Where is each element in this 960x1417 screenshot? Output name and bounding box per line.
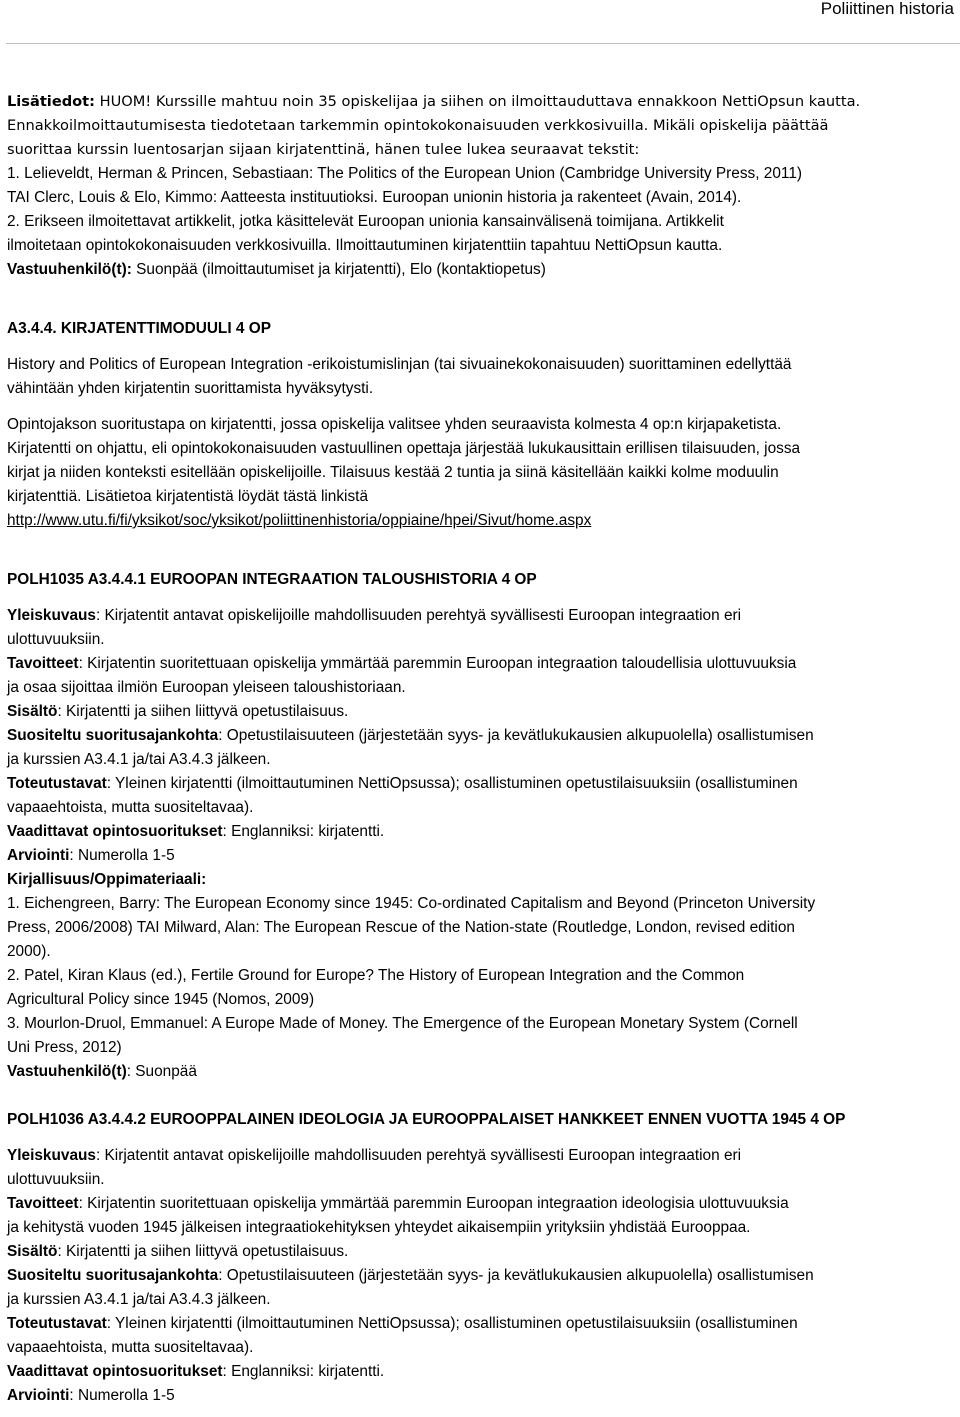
course-1-toteutus: Toteutustavat: Yleinen kirjatentti (ilmoittautuminen NettiOpsussa); osallistuminen opetustilaisuuksiin (osallistuminen	[7, 775, 798, 792]
vastuu-label: Vastuuhenkilö(t):	[7, 261, 132, 278]
page-header	[0, 0, 960, 44]
lisatiedot-line-1: Lisätiedot: HUOM! Kurssille mahtuu noin 35 opiskelijaa ja siihen on ilmoittauduttava ennakkoon NettiOpsun kautta.	[7, 93, 861, 110]
course-1-heading: POLH1035 A3.4.4.1 EUROOPAN INTEGRAATION TALOUSHISTORIA 4 OP	[7, 571, 537, 588]
course-1-lit-3a: 3. Mourlon-Druol, Emmanuel: A Europe Made of Money. The Emergence of the European Monetary System (Cornell	[7, 1015, 798, 1032]
course-1-tavoitteet-cont: ja osaa sijoittaa ilmiön Euroopan yleiseen taloushistoriaan.	[7, 679, 406, 696]
course-1-lit-2a: 2. Patel, Kiran Klaus (ed.), Fertile Ground for Europe? The History of European Integration and the Common	[7, 967, 745, 984]
course-1-suositeltu: Suositeltu suoritusajankohta: Opetustilaisuuteen (järjestetään syys- ja kevätlukukausien alkupuolella) osallistumisen	[7, 727, 814, 744]
course-2-yleiskuvaus: Yleiskuvaus: Kirjatentit antavat opiskelijoille mahdollisuuden perehtyä syvällisesti Euroopan integraation eri	[7, 1147, 742, 1164]
course-2-heading: POLH1036 A3.4.4.2 EUROOPPALAINEN IDEOLOGIA JA EUROOPPALAISET HANKKEET ENNEN VUOTTA 1945 4 OP	[7, 1111, 846, 1128]
course-1-tavoitteet: Tavoitteet: Kirjatentin suoritettuaan opiskelija ymmärtää paremmin Euroopan integraation taloudellisia ulottuvuuksia	[7, 655, 797, 672]
course-1-lit-3b: Uni Press, 2012)	[7, 1039, 122, 1056]
course-1-toteutus-cont: vapaaehtoista, mutta suositeltavaa).	[7, 799, 254, 816]
lisatiedot-section	[7, 90, 957, 282]
course-1-suositeltu-cont: ja kurssien A3.4.1 ja/tai A3.4.3 jälkeen.	[7, 751, 271, 768]
course-2-suositeltu: Suositeltu suoritusajankohta: Opetustilaisuuteen (järjestetään syys- ja kevätlukukausien alkupuolella) osallistumisen	[7, 1267, 814, 1284]
course-1-section	[7, 568, 957, 1084]
lisatiedot-label: Lisätiedot:	[7, 93, 95, 110]
course-1-vastuu: Vastuuhenkilö(t): Suonpää	[7, 1063, 197, 1080]
module-p1-line-b: vähintään yhden kirjatentin suorittamista hyväksytysti.	[7, 380, 374, 397]
course-2-arviointi: Arviointi: Numerolla 1-5	[7, 1387, 175, 1404]
course-1-lit-1a: 1. Eichengreen, Barry: The European Economy since 1945: Co-ordinated Capitalism and Beyond (Princeton University	[7, 895, 816, 912]
course-2-toteutus-cont: vapaaehtoista, mutta suositeltavaa).	[7, 1339, 254, 1356]
module-p1-line-a: History and Politics of European Integration -erikoistumislinjan (tai sivuainekokonaisuuden) suorittaminen edellyttää	[7, 356, 792, 373]
course-1-vaadittavat: Vaadittavat opintosuoritukset: Englanniksi: kirjatentti.	[7, 823, 385, 840]
course-2-sisalto: Sisältö: Kirjatentti ja siihen liittyvä opetustilaisuus.	[7, 1243, 349, 1260]
lisatiedot-vastuu: Vastuuhenkilö(t): Suonpää (ilmoittautumiset ja kirjatentti), Elo (kontaktiopetus)	[7, 261, 546, 278]
header-divider	[6, 43, 960, 44]
lisatiedot-line-2: Ennakkoilmoittautumisesta tiedotetaan tarkemmin opintokokonaisuuden verkkosivuilla. Mikäli opiskelija päättää	[7, 117, 829, 134]
course-1-yleiskuvaus-cont: ulottuvuuksiin.	[7, 631, 105, 648]
document-body	[7, 90, 957, 1408]
course-1-lit-1c: 2000).	[7, 943, 51, 960]
module-heading: A3.4.4. KIRJATENTTIMODUULI 4 OP	[7, 320, 271, 337]
course-2-section	[7, 1108, 957, 1408]
course-1-yleiskuvaus: Yleiskuvaus: Kirjatentit antavat opiskelijoille mahdollisuuden perehtyä syvällisesti Euroopan integraation eri	[7, 607, 742, 624]
course-2-toteutus: Toteutustavat: Yleinen kirjatentti (ilmoittautuminen NettiOpsussa); osallistuminen opetustilaisuuksiin (osallistuminen	[7, 1315, 798, 1332]
lisatiedot-item-2a: 2. Erikseen ilmoitettavat artikkelit, jotka käsittelevät Euroopan unionia kansainvälisenä toimijana. Artikkelit	[7, 213, 724, 230]
course-1-kirjallisuus-label: Kirjallisuus/Oppimateriaali:	[7, 871, 207, 888]
lisatiedot-item-1b: TAI Clerc, Louis & Elo, Kimmo: Aatteesta instituutioksi. Euroopan unionin historia ja rakenteet (Avain, 2014).	[7, 189, 742, 206]
header-title: Poliittinen historia	[820, 0, 954, 18]
lisatiedot-item-1a: 1. Lelieveldt, Herman & Princen, Sebastiaan: The Politics of the European Union (Cambridge University Press, 2011)	[7, 165, 803, 182]
course-2-tavoitteet-cont: ja kehitystä vuoden 1945 jälkeisen integraatiokehityksen yhteydet aikaisempiin yrityksiin yhdistää Eurooppaa.	[7, 1219, 751, 1236]
module-p2-line-a: Opintojakson suoritustapa on kirjatentti, jossa opiskelija valitsee yhden seuraavista kolmesta 4 op:n kirjapaketista.	[7, 416, 782, 433]
course-2-vaadittavat: Vaadittavat opintosuoritukset: Englanniksi: kirjatentti.	[7, 1363, 385, 1380]
module-p2-line-b: Kirjatentti on ohjattu, eli opintokokonaisuuden vastuullinen opettaja järjestää lukukausittain erillisen tilaisuuden, jossa	[7, 440, 801, 457]
course-2-tavoitteet: Tavoitteet: Kirjatentin suoritettuaan opiskelija ymmärtää paremmin Euroopan integraation ideologisia ulottuvuuksia	[7, 1195, 789, 1212]
lisatiedot-item-2b: ilmoitetaan opintokokonaisuuden verkkosivuilla. Ilmoittautuminen kirjatenttiin tapahtuu NettiOpsun kautta.	[7, 237, 723, 254]
course-2-suositeltu-cont: ja kurssien A3.4.1 ja/tai A3.4.3 jälkeen.	[7, 1291, 271, 1308]
module-info-link[interactable]: http://www.utu.fi/fi/yksikot/soc/yksikot/poliittinenhistoria/oppiaine/hpei/Sivut/home.aspx	[7, 512, 592, 529]
lisatiedot-line-3: suorittaa kurssin luentosarjan sijaan kirjatenttinä, hänen tulee lukea seuraavat tekstit:	[7, 141, 640, 158]
module-p2-line-d: kirjatenttiä. Lisätietoa kirjatentistä löydät tästä linkistä	[7, 488, 369, 505]
course-1-sisalto: Sisältö: Kirjatentti ja siihen liittyvä opetustilaisuus.	[7, 703, 349, 720]
course-1-lit-1b: Press, 2006/2008) TAI Milward, Alan: The European Rescue of the Nation-state (Routledge, London, revised edition	[7, 919, 795, 936]
module-p2-line-c: kirjat ja niiden konteksti esitellään opiskelijoille. Tilaisuus kestää 2 tuntia ja siinä käsitellään kaikki kolme moduulin	[7, 464, 779, 481]
course-2-yleiskuvaus-cont: ulottuvuuksiin.	[7, 1171, 105, 1188]
course-1-arviointi: Arviointi: Numerolla 1-5	[7, 847, 175, 864]
module-section	[7, 317, 957, 533]
course-1-lit-2b: Agricultural Policy since 1945 (Nomos, 2009)	[7, 991, 315, 1008]
